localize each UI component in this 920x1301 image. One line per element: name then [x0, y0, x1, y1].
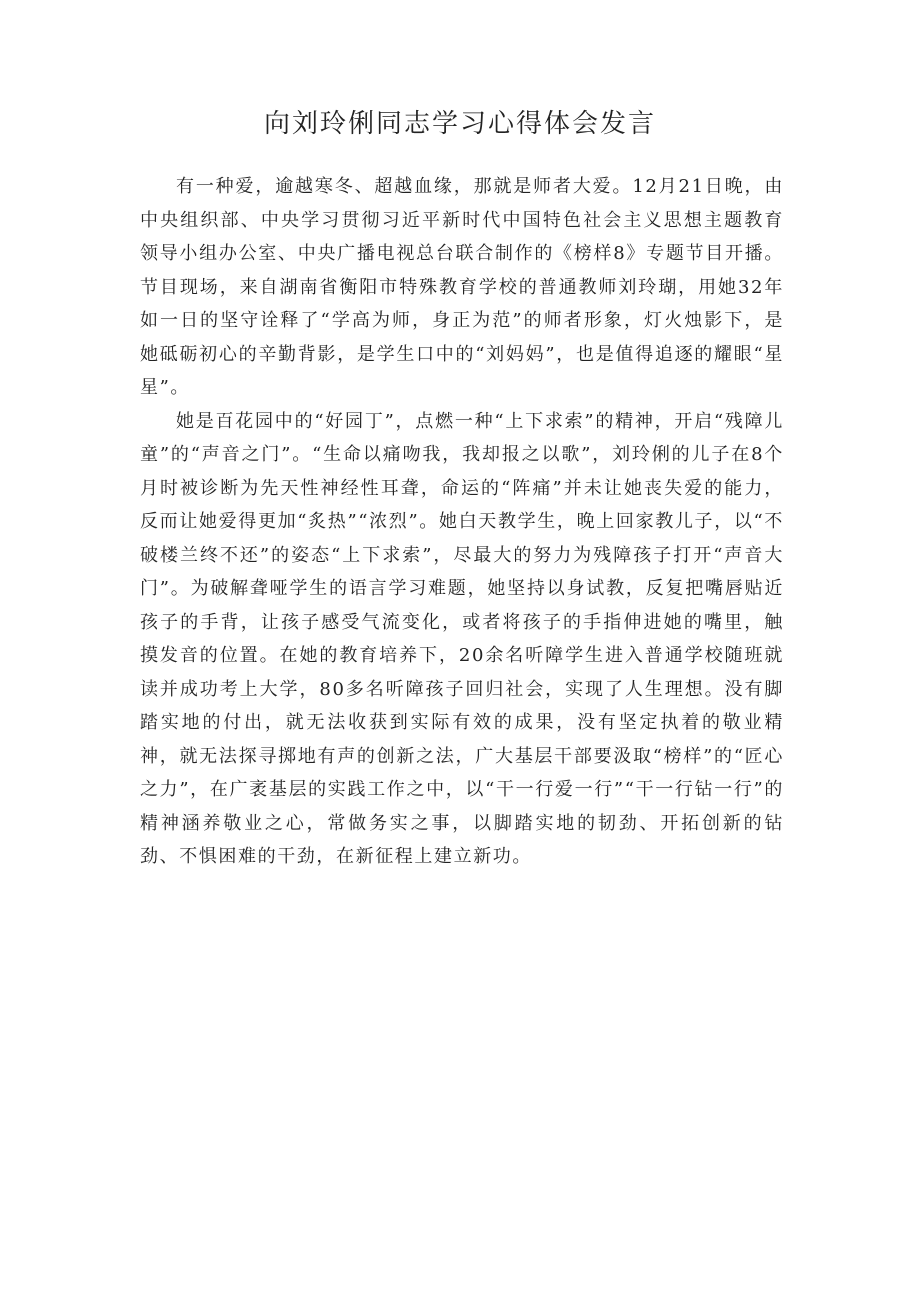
- paragraph-1: 有一种爱，逾越寒冬、超越血缘，那就是师者大爱。12月21日晚，由中央组织部、中央学习贯彻习近平新时代中国特色社会主义思想主题教育领导小组办公室、中央广播电视总台联合制作的《榜样8》专题节目开播。节目现场，来自湖南省衡阳市特殊教育学校的普通教师刘玲瑚，用她32年如一日的坚守诠释了“学高为师，身正为范”的师者形象，灯火烛影下，是她砥砺初心的辛勤背影，是学生口中的“刘妈妈”，也是值得追逐的耀眼“星星”。: [140, 176, 784, 398]
- paragraph-2: 她是百花园中的“好园丁”，点燃一种“上下求索”的精神，开启“残障儿童”的“声音之门”。“生命以痛吻我，我却报之以歌”，刘玲俐的儿子在8个月时被诊断为先天性神经性耳聋，命运的“阵痛”并未让她丧失爱的能力，反而让她爱得更加“炙热”“浓烈”。她白天教学生，晚上回家教儿子，以“不破楼兰终不还”的姿态“上下求索”，尽最大的努力为残障孩子打开“声音大门”。为破解聋哑学生的语言学习难题，她坚持以身试教，反复把嘴唇贴近孩子的手背，让孩子感受气流变化，或者将孩子的手指伸进她的嘴里，触摸发音的位置。在她的教育培养下，20余名听障学生进入普通学校随班就读并成功考上大学，80多名听障孩子回归社会，实现了人生理想。没有脚踏实地的付出，就无法收获到实际有效的成果，没有坚定执着的敬业精神，就无法探寻掷地有声的创新之法，广大基层干部要汲取“榜样”的“匠心之力”，在广袤基层的实践工作之中，以“干一行爱一行”“干一行钻一行”的精神涵养敬业之心，常做务实之事，以脚踏实地的韧劲、开拓创新的钻劲、不惧困难的干劲，在新征程上建立新功。: [140, 410, 784, 867]
- document-body: [140, 170, 784, 874]
- document-title: 向刘玲俐同志学习心得体会发言: [263, 109, 656, 139]
